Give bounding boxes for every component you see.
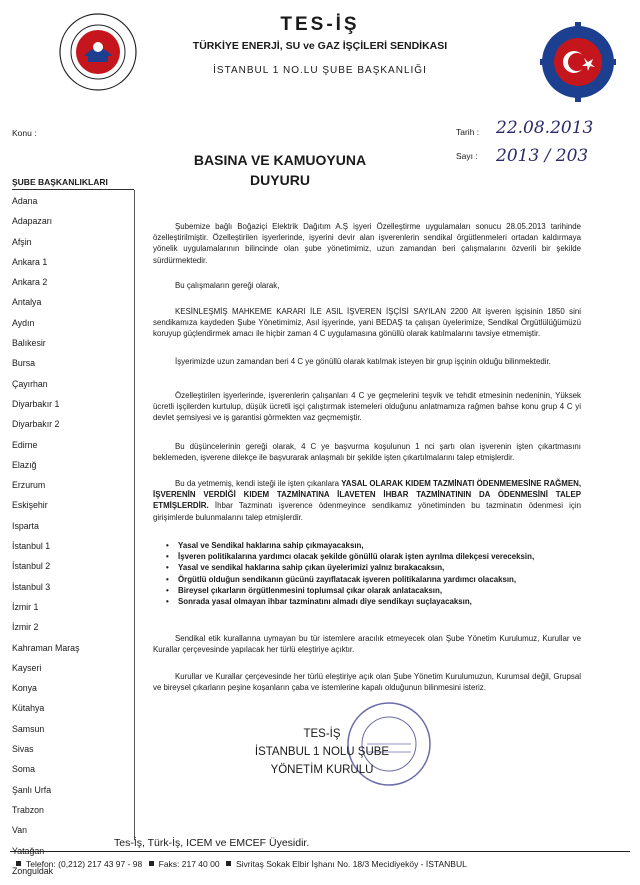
paragraph-7: [153, 478, 581, 523]
footer-contact: [12, 859, 467, 869]
sidebar-item: İstanbul 3: [12, 581, 51, 592]
bullet-item: • İşveren politikalarına yardımcı olacak şekilde gönüllü olarak işten ayrılma dilekçesi vereceksin,: [166, 551, 586, 562]
date-label: Tarih :: [456, 127, 480, 137]
signature-line-3: YÖNETİM KURULU: [270, 764, 374, 776]
paragraph-8: Sendikal etik kurallarına uymayan bu tür istemlere aracılık etmeyecek olan Şube Yönetim Kurulumuz, Kurullar ve Kurallar çerçevesinde yapılacak her türlü eleştiriye açıktır.: [153, 634, 581, 655]
org-name: TES-İŞ: [280, 14, 360, 35]
sidebar-item: Sivas: [12, 744, 34, 755]
sidebar-item: Samsun: [12, 723, 45, 734]
sidebar-item: İstanbul 1: [12, 541, 51, 552]
sidebar-item: Eskişehir: [12, 500, 48, 511]
bullet-list: [166, 540, 586, 607]
bullet-item: • Örgütlü olduğun sendikanın gücünü zayıflatacak işveren politikalarına yardımcı olacaksın,: [166, 574, 586, 585]
paragraph-9: Kurullar ve Kurallar çerçevesinde her türlü eleştiriye açık olan Şube Yönetim Kurulumuzun, Kurumsal değil, Grupsal ve bireysel çıkarların peşine koşanların çaba ve istemlerine kapalı olduğunun bilinmesini isteriz.: [153, 672, 581, 693]
sidebar-item: Trabzon: [12, 804, 44, 815]
sidebar-item: Afşin: [12, 236, 32, 247]
sidebar-item: Kayseri: [12, 662, 42, 673]
sidebar-item: Çayırhan: [12, 378, 48, 389]
paragraph-3: KESİNLEŞMİŞ MAHKEME KARARI İLE ASIL İŞVEREN İŞÇİSİ SAYILAN 2200 Alt işveren işçisinin 1850 sini sendikamıza kaydeden Şube Yönetimimiz, Asıl işyerinde, yani BEDAŞ ta çalışan üyelerimize, Sendikal Örgütlülüğümüzü koruyup güçlendirmek amacı ile hiçbir zaman 4 C uygulamasına gönüllü olarak katılmalarını tavsiye etmemiştir.: [153, 307, 581, 339]
sidebar-item: Diyarbakır 2: [12, 419, 60, 430]
sidebar-item: İstanbul 2: [12, 561, 51, 572]
date-value: 22.08.2013: [496, 118, 594, 138]
bullet-square-icon: [149, 861, 154, 866]
footer-divider: [10, 851, 630, 852]
turk-is-logo: [540, 22, 616, 102]
bullet-item: • Sonrada yasal olmayan ihbar tazminatını almadı diye sendikayı suçlayacaksın,: [166, 596, 586, 607]
sidebar-divider: [12, 189, 134, 190]
sidebar-item: Zonguldak: [12, 865, 54, 876]
sidebar-item: Aydın: [12, 317, 35, 328]
sidebar-item: Adapazarı: [12, 216, 53, 227]
tes-is-logo: [58, 12, 138, 92]
sidebar-item: İzmir 1: [12, 601, 39, 612]
title-line-1: BASINA VE KAMUOYUNA: [193, 152, 367, 168]
footer-fax: Faks: 217 40 00: [158, 859, 220, 869]
paragraph-2: Bu çalışmaların gereği olarak,: [175, 281, 280, 290]
paragraph-4: İşyerimizde uzun zamandan beri 4 C ye gönüllü olarak katılmak isteyen bir grup işçinin olduğu bilinmektedir.: [175, 357, 551, 366]
footer-phone: Telefon: (0,212) 217 43 97 - 98: [26, 859, 143, 869]
signature-line-2: İSTANBUL 1 NOLU ŞUBE: [254, 746, 390, 758]
signature-line-1: TES-İŞ: [303, 728, 341, 740]
sidebar-item: Bursa: [12, 358, 35, 369]
paragraph-7-end: İhbar Tazminatı işverence ödenmeyince sendikamız yönetiminden bu tazminatın ödenmesi için girişimlerde bulunmalarını talep etmişlerdir.: [153, 501, 581, 522]
sidebar-item: Diyarbakır 1: [12, 398, 60, 409]
paragraph-1: Şubemize bağlı Boğaziçi Elektrik Dağıtım A.Ş işyeri Özelleştirme uygulamaları sonucu 28.05.2013 tarihinde özelleştirilmiştir. Özelleştirilen işyerlerinde, işyerini devir alan işverenlerin sendikal örgütlenmeleri ortadan kaldırmaya yönelik uygulamalarının bilincinde olan şube yönetimimiz, uzun zamandan beri çalışmalarını özverili bir şekilde sürdürmektedir.: [153, 222, 581, 265]
bullet-item: • Bireysel çıkarların örgütlenmesini toplumsal çıkar olarak anlatacaksın,: [166, 585, 586, 596]
paragraph-5: Özelleştirilen işyerlerinde, işverenlerin çalışanları 4 C ye geçmelerini teşvik ve tehdit etmesinin nedeninin, Yüksek ücretli işçilerden kurtulup, düşük ücretli işçi çalıştırmak istemeleri olduğunu anlatmamıza rağmen bahse konu grup 4 C yi devlet şemsiyesi ve iş garantisi görmekten vaz geçmemiştir.: [153, 391, 581, 423]
sidebar-item: Kahraman Maraş: [12, 642, 80, 653]
sidebar-item: Edirne: [12, 439, 38, 450]
sidebar-item: Elazığ: [12, 459, 37, 470]
footer-address: Sivritaş Sokak Elbir İşhanı No. 18/3 Mecidiyeköy - İSTANBUL: [235, 859, 467, 869]
bullet-item: • Yasal ve sendikal haklarına sahip çıkan üyelerimizi yalnız bırakacaksın,: [166, 562, 586, 573]
number-value: 2013 / 203: [496, 146, 589, 166]
sidebar-item: İzmir 2: [12, 622, 39, 633]
org-full-name: TÜRKİYE ENERJİ, SU ve GAZ İŞÇİLERİ SENDİKASI: [192, 40, 448, 52]
membership-line: Tes-İş, Türk-İş, ICEM ve EMCEF Üyesidir.: [114, 837, 310, 849]
sidebar-vertical-rule: [134, 190, 135, 840]
title-line-2: DUYURU: [250, 172, 310, 188]
sidebar-item: Ankara 2: [12, 277, 48, 288]
number-label: Sayı :: [456, 151, 478, 161]
sidebar-item: Antalya: [12, 297, 42, 308]
sidebar-heading: ŞUBE BAŞKANLIKLARI: [12, 177, 108, 187]
subject-label: Konu :: [12, 128, 37, 138]
paragraph-6: Bu düşüncelerinin gereği olarak, 4 C ye başvurma koşulunun 1 nci şartı olan işverenin işten çıkartmasını beklemeden, işverene dilekçe ile başvurarak anlaşmalı bir şekilde işten çıkartılmalarını talep etmişlerdir.: [153, 442, 581, 463]
sidebar-item: Ankara 1: [12, 256, 48, 267]
branch-list: [12, 195, 134, 885]
sidebar-item: Soma: [12, 764, 35, 775]
paragraph-7-start: Bu da yetmemiş, kendi isteği ile işten çıkanlara: [175, 479, 342, 488]
bullet-item: • Yasal ve Sendikal haklarına sahip çıkmayacaksın,: [166, 540, 586, 551]
sidebar-item: Adana: [12, 196, 38, 206]
sidebar-item: Isparta: [12, 520, 39, 531]
sidebar-item: Van: [12, 825, 27, 836]
sidebar-item: Şanlı Urfa: [12, 784, 52, 795]
sidebar-item: Balıkesir: [12, 338, 46, 349]
sidebar-item: Konya: [12, 683, 37, 694]
bullet-square-icon: [16, 861, 21, 866]
sidebar-item: Kütahya: [12, 703, 45, 714]
branch-name: İSTANBUL 1 NO.LU ŞUBE BAŞKANLIĞI: [213, 65, 427, 76]
bullet-square-icon: [226, 861, 231, 866]
sidebar-item: Erzurum: [12, 480, 46, 491]
paragraph-7-emphasis: YASAL OLARAK KIDEM TAZMİNATI ÖDENMEMESİNE RAĞMEN, İŞVERENİN VERDİĞİ KIDEM TAZMİNATINA İLAVETEN İHBAR TAZMİNATININ DA ÖDENMESİNİ TALEP ETMİŞLERDİR.: [153, 479, 582, 511]
